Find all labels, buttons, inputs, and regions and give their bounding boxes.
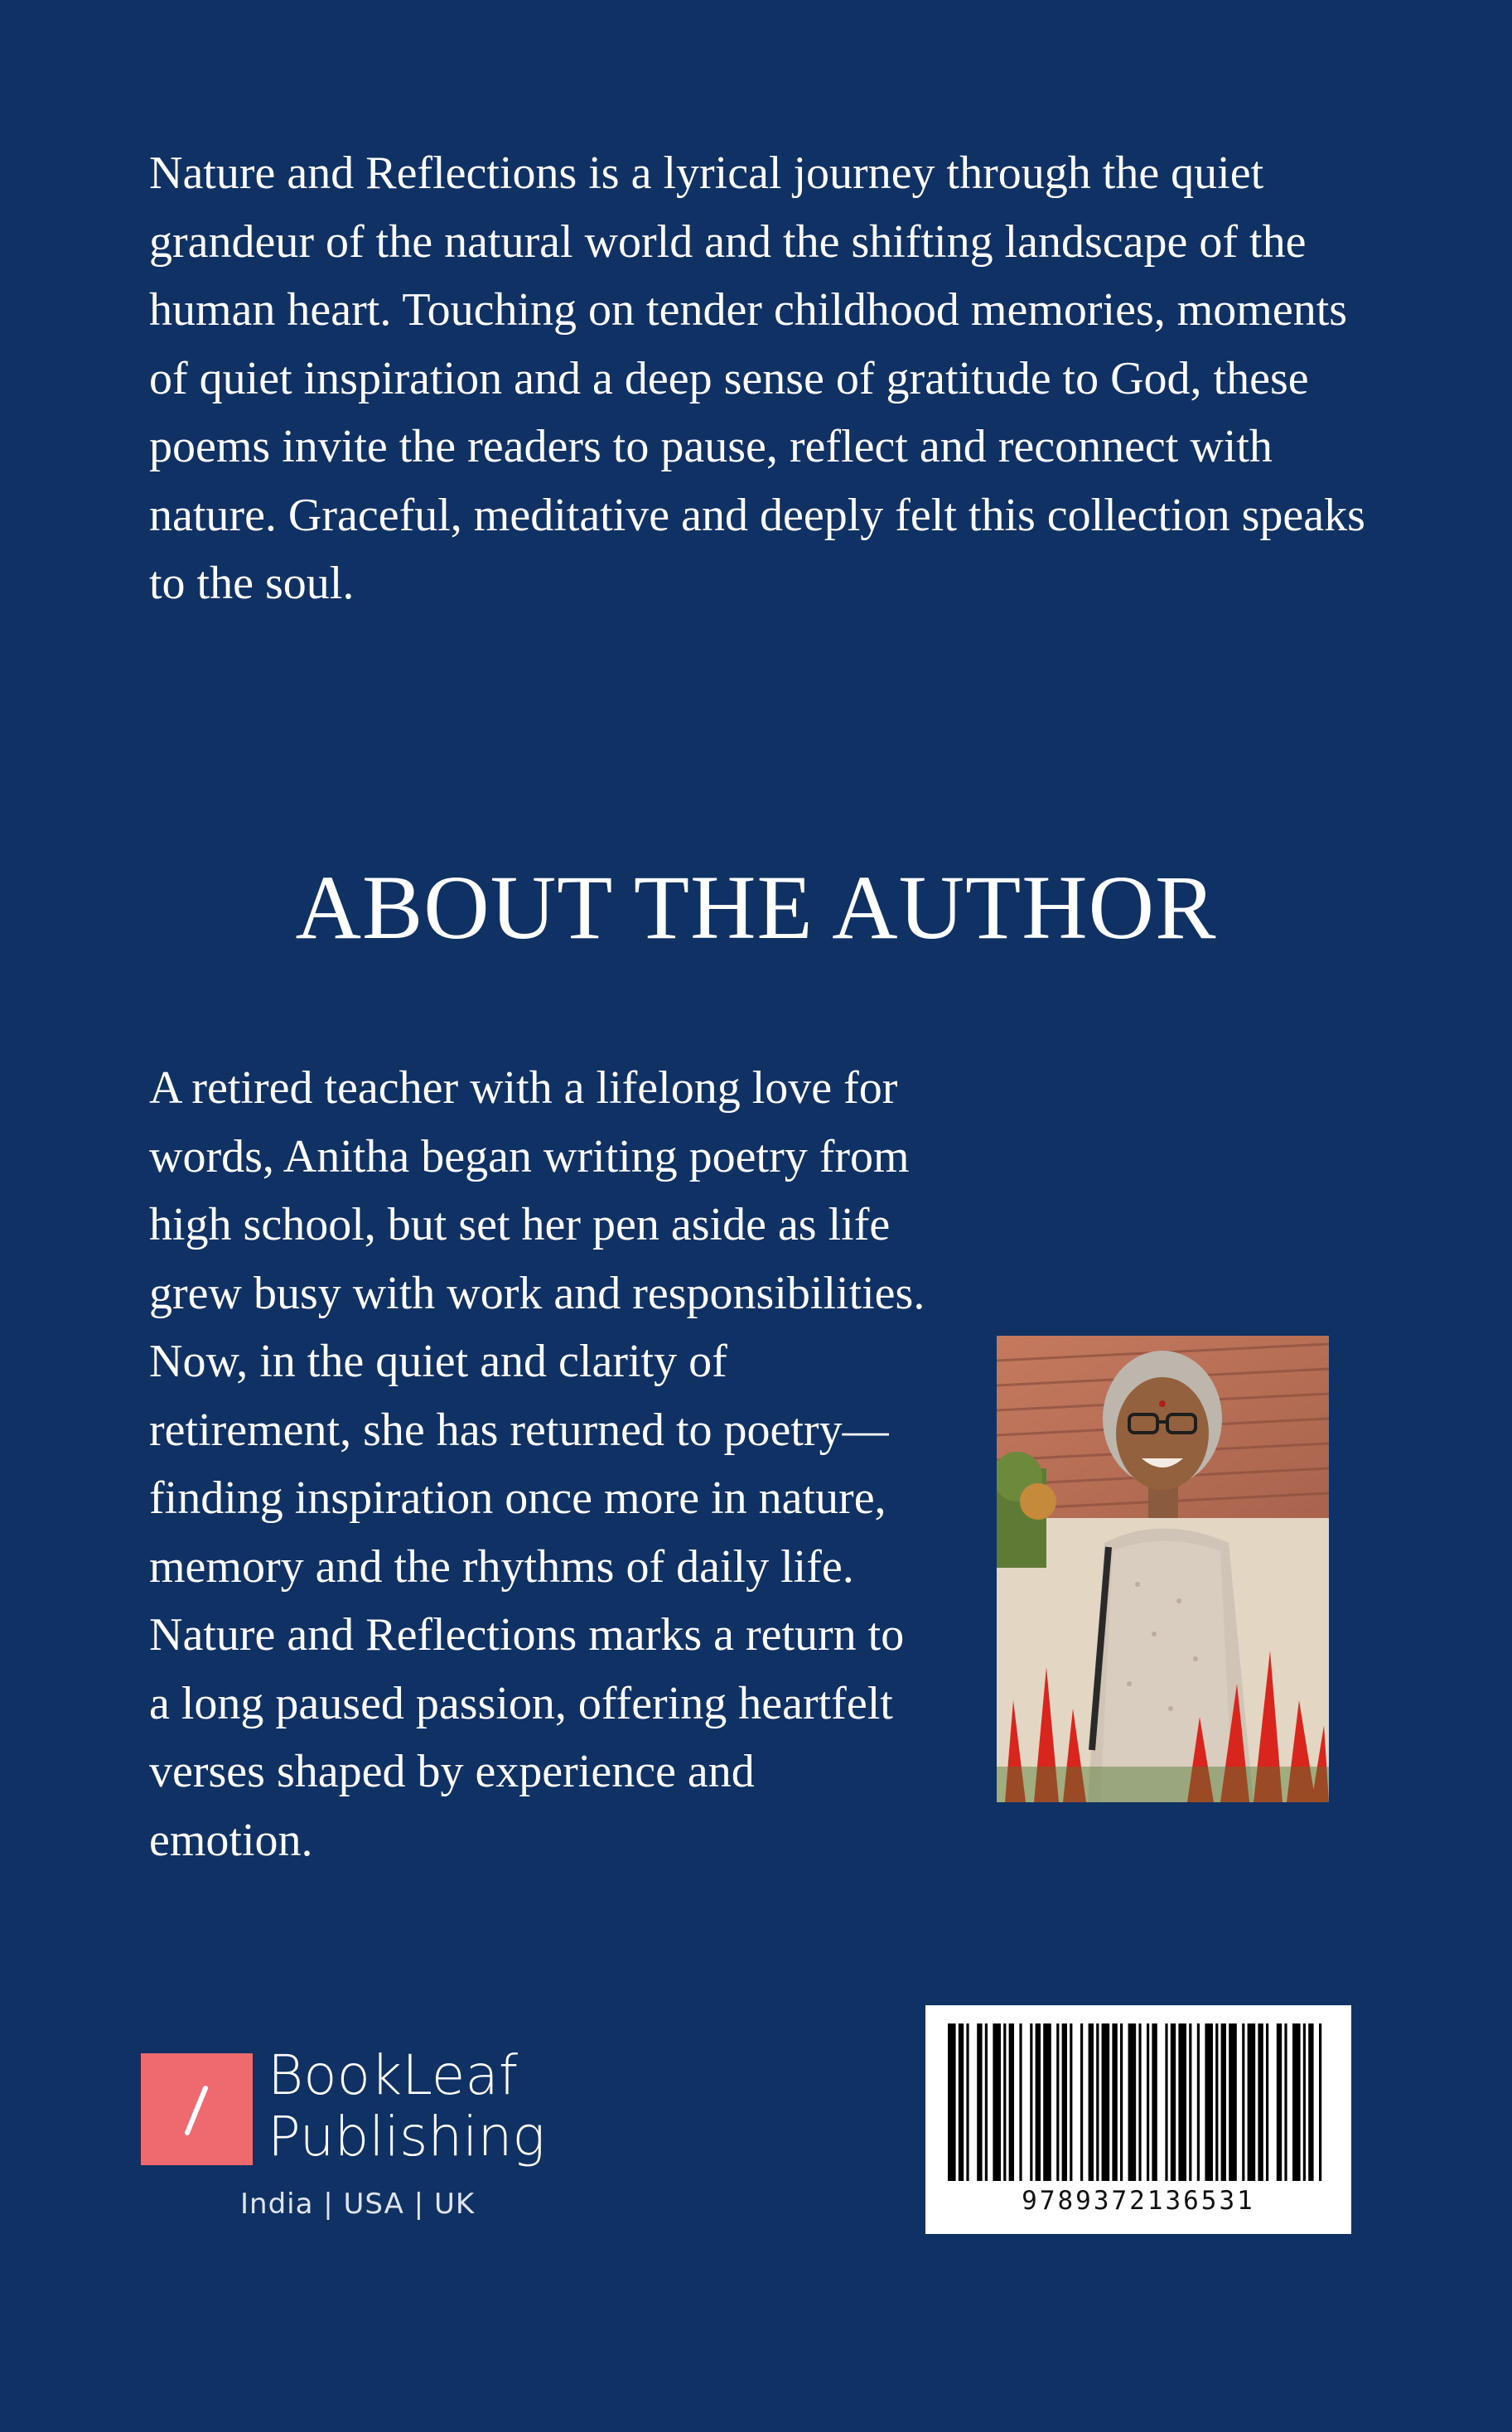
barcode-bar [948,2023,956,2181]
barcode-bar [1277,2023,1282,2181]
isbn-number: 9789372136531 [1022,2186,1255,2216]
barcode-bar [1197,2023,1200,2181]
barcode-bar [1112,2023,1117,2181]
barcode-bar [966,2023,969,2181]
barcode-bar [1284,2023,1287,2181]
barcode-bar [977,2023,982,2181]
barcode-bar [1258,2023,1263,2181]
barcode-bar [1242,2023,1244,2181]
barcode-bar [1080,2023,1083,2181]
barcode-bar [1096,2023,1099,2181]
barcode-bar [1215,2023,1218,2181]
barcode-bar [985,2023,988,2181]
barcode-bar [959,2023,964,2181]
barcode-bar [1019,2023,1022,2181]
barcode-bar [1138,2023,1141,2181]
barcode-bar [1303,2023,1306,2181]
barcode-bar [993,2023,1001,2181]
barcode-bars [948,2023,1329,2181]
barcode-bar [1205,2023,1213,2181]
barcode-bar [1178,2023,1186,2181]
barcode-bar [1102,2023,1110,2181]
publisher-name-line1: BookLeaf [268,2043,519,2107]
barcode-bar [1062,2023,1067,2181]
author-photo [997,1336,1329,1802]
publisher-name [268,2045,599,2168]
barcode-bar [1003,2023,1006,2181]
publisher-mark [141,2053,253,2165]
barcode-bar [1292,2023,1301,2181]
barcode-bar [1009,2023,1014,2181]
barcode-bar [1221,2023,1226,2181]
barcode-bar [1070,2023,1072,2181]
barcode-bar [1152,2023,1157,2181]
barcode-bar [1189,2023,1191,2181]
barcode-bar [1089,2023,1094,2181]
barcode-bar [1030,2023,1032,2181]
barcode-bar [1319,2023,1321,2181]
slash-icon [141,2053,253,2165]
barcode-bar [1128,2023,1137,2181]
barcode-bar [1266,2023,1268,2181]
barcode-bar [1036,2023,1041,2181]
publisher-regions: India | USA | UK [240,2188,476,2221]
barcode-bar [1043,2023,1051,2181]
barcode-bar [1171,2023,1176,2181]
barcode-bar [1147,2023,1149,2181]
barcode-bar [1248,2023,1256,2181]
barcode-bar [1229,2023,1237,2181]
barcode-bar [1165,2023,1167,2181]
about-author-heading: ABOUT THE AUTHOR [295,857,1217,958]
barcode-bar [1308,2023,1313,2181]
barcode-bar [1120,2023,1123,2181]
author-bio: A retired teacher with a lifelong love for words, Anitha began writing poetry from high school, but set her pen aside as life grew busy with work and responsibilities. Now, in the quiet and clarity of retirement, she has returned to poetry—finding inspiration once more in nature, memory and the rhythms of daily life. Nature and Reflections marks a return to a long paused passion, offering heartfelt verses shaped by experience and emotion. [149,1062,925,1866]
isbn-barcode [925,2005,1351,2234]
book-blurb: Nature and Reflections is a lyrical journey through the quiet grandeur of the natural world and the shifting landscape of the human heart. Touching on tender childhood memories, moments of quiet inspiration and a deep sense of gratitude to God, these poems invite the readers to pause, reflect and reconnect with nature. Graceful, meditative and deeply felt this collection speaks to the soul. [149,147,1365,609]
publisher-name-line2: Publishing [268,2105,546,2168]
barcode-bar [1056,2023,1059,2181]
